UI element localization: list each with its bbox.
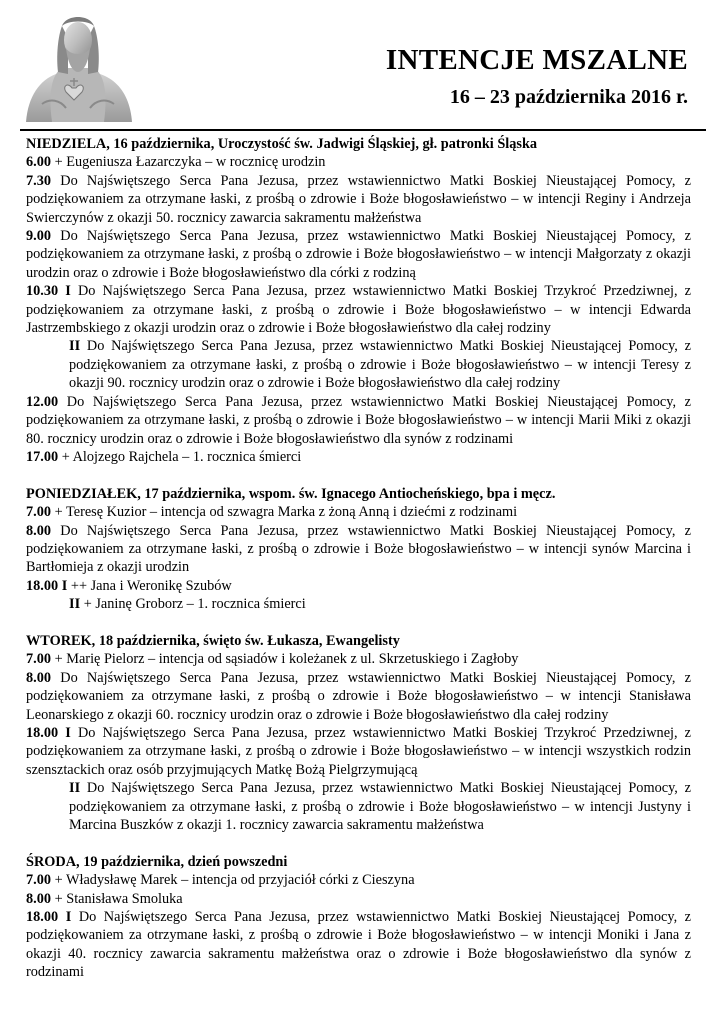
mass-intention: + Teresę Kuzior – intencja od szwagra Marka z żoną Anną i dziećmi z rodzinami — [54, 504, 518, 521]
mass-time: 8.00 — [26, 522, 52, 539]
mass-entry — [26, 577, 691, 595]
mass-entry — [26, 724, 691, 779]
mass-time: 7.00 — [26, 651, 52, 668]
sacred-heart-statue-icon — [22, 8, 134, 122]
header-divider — [20, 129, 706, 131]
mass-time: 10.30 — [26, 283, 59, 300]
intentions-list — [26, 135, 691, 1000]
mass-intention: ++ Jana i Weronikę Szubów — [70, 577, 232, 594]
mass-entry — [26, 227, 691, 282]
mass-time: 7.00 — [26, 504, 52, 521]
day-heading: WTOREK, 18 października, święto św. Łukasza, Ewangelisty — [26, 632, 400, 649]
date-range: 16 – 23 października 2016 r. — [449, 86, 688, 108]
day-sunday — [26, 135, 691, 466]
mass-entry — [26, 172, 691, 227]
mass-entry-second — [26, 779, 691, 834]
mass-sub-label: II — [69, 338, 81, 355]
mass-entry — [26, 871, 691, 889]
mass-intention: Do Najświętszego Serca Pana Jezusa, przez wstawiennictwo Matki Boskiej Nieustającej Pomocy, z podziękowaniem za otrzymane łaski, z prośbą o zdrowie i Boże błogosławieństwo – w intencji Teresy z okazji 90. rocznicy urodzin oraz o zdrowie i Boże błogosławieństwo dla całej rodziny — [69, 338, 691, 392]
page-header — [0, 0, 724, 130]
mass-intention: + Władysławę Marek – intencja od przyjaciół córki z Cieszyna — [54, 872, 415, 889]
day-wednesday — [26, 853, 691, 982]
mass-intention: Do Najświętszego Serca Pana Jezusa, przez wstawiennictwo Matki Boskiej Nieustającej Pomocy, z podziękowaniem za otrzymane łaski, z prośbą o zdrowie i Boże błogosławieństwo – w intencji Reginy i Andrzeja Swierczynów z okazji 50. rocznicy zawarcia sakramentu małżeństwa — [26, 172, 692, 226]
mass-sub-label: II — [69, 596, 81, 613]
mass-intention: Do Najświętszego Serca Pana Jezusa, przez wstawiennictwo Matki Boskiej Nieustającej Pomocy, z podziękowaniem za otrzymane łaski, z prośbą o zdrowie i Boże błogosławieństwo – w intencji Justyny i Marcina Buszków z okazji 1. rocznicy zawarcia sakramentu małżeństwa — [69, 780, 691, 833]
mass-entry — [26, 522, 691, 577]
mass-time: 12.00 — [26, 393, 59, 410]
day-heading: NIEDZIELA, 16 października, Uroczystość św. Jadwigi Śląskiej, gł. patronki Śląska — [26, 136, 538, 152]
day-heading: ŚRODA, 19 października, dzień powszedni — [26, 853, 288, 870]
day-tuesday — [26, 632, 691, 834]
mass-intention: Do Najświętszego Serca Pana Jezusa, przez wstawiennictwo Matki Boskiej Nieustającej Pomocy, z podziękowaniem za otrzymane łaski, z prośbą o zdrowie i Boże błogosławieństwo – w intencji Marii Miki z okazji 80. rocznicy urodzin oraz o zdrowie i Boże błogosławieństwo dla synów z rodzinami — [26, 393, 692, 447]
mass-intention: Do Najświętszego Serca Pana Jezusa, przez wstawiennictwo Matki Boskiej Nieustającej Pomocy, z podziękowaniem za otrzymane łaski, z prośbą o zdrowie i Boże błogosławieństwo – w intencji Stanisława Leonarskiego z okazji 60. rocznicy urodzin oraz o zdrowie i Boże błogosławieństwo dla całej rodziny — [26, 669, 692, 723]
mass-time: 18.00 — [26, 577, 59, 594]
day-monday — [26, 485, 691, 614]
mass-intention: Do Najświętszego Serca Pana Jezusa, przez wstawiennictwo Matki Boskiej Nieustającej Pomocy, z podziękowaniem za otrzymane łaski, z prośbą o zdrowie i Boże błogosławieństwo – w intencji synów Marcina i Bartłomieja z okazji urodzin — [26, 522, 692, 576]
mass-entry — [26, 669, 691, 724]
mass-time: 6.00 — [26, 154, 52, 171]
mass-entry — [26, 282, 691, 337]
mass-entry-second — [26, 337, 691, 392]
mass-time: 7.30 — [26, 172, 52, 189]
mass-entry-second — [26, 595, 691, 613]
mass-entry — [26, 393, 691, 448]
mass-entry — [26, 503, 691, 521]
mass-time: 8.00 — [26, 669, 52, 686]
day-heading: PONIEDZIAŁEK, 17 października, wspom. św. Ignacego Antiocheńskiego, bpa i męcz. — [26, 485, 556, 502]
mass-time: 17.00 — [26, 448, 59, 465]
mass-intention: + Marię Pielorz – intencja od sąsiadów i koleżanek z ul. Skrzetuskiego i Zagłoby — [54, 651, 519, 668]
mass-time: 8.00 — [26, 890, 52, 907]
mass-time: 18.00 — [26, 909, 59, 926]
mass-sub-label: I — [65, 909, 72, 926]
mass-entry — [26, 448, 691, 466]
mass-time: 9.00 — [26, 228, 52, 245]
mass-sub-label: I — [61, 577, 68, 594]
mass-entry — [26, 650, 691, 668]
mass-intention: + Eugeniusza Łazarczyka – w rocznicę urodzin — [54, 154, 326, 171]
mass-intention: Do Najświętszego Serca Pana Jezusa, przez wstawiennictwo Matki Boskiej Trzykroć Przedziwnej, z podziękowaniem za otrzymane łaski, z prośbą o zdrowie i Boże błogosławieństwo – w intencji Edwarda Jastrzembskiego z okazji urodzin oraz o zdrowie i Boże błogosławieństwo dla całej rodziny — [26, 283, 692, 337]
mass-sub-label: II — [69, 780, 81, 797]
mass-time: 18.00 — [26, 724, 59, 741]
mass-time: 7.00 — [26, 872, 52, 889]
mass-intention: Do Najświętszego Serca Pana Jezusa, przez wstawiennictwo Matki Boskiej Nieustającej Pomocy, z podziękowaniem za otrzymane łaski, z prośbą o zdrowie i Boże błogosławieństwo – w intencji Moniki i Jana z okazji 40. rocznicy zawarcia sakramentu małżeństwa oraz o zdrowie i Boże błogosławieństwo dla synów z rodzinami — [26, 909, 692, 981]
mass-intention: + Janinę Groborz – 1. rocznica śmierci — [83, 596, 306, 613]
page-title: INTENCJE MSZALNE — [385, 44, 688, 76]
mass-intention: + Stanisława Smoluka — [54, 890, 183, 907]
mass-sub-label: I — [65, 283, 71, 300]
mass-intention: + Alojzego Rajchela – 1. rocznica śmierci — [61, 448, 302, 465]
mass-entry — [26, 908, 691, 982]
mass-sub-label: I — [65, 724, 71, 741]
mass-intention: Do Najświętszego Serca Pana Jezusa, przez wstawiennictwo Matki Boskiej Trzykroć Przedziwnej, z podziękowaniem za otrzymane łaski, z prośbą o zdrowie i Boże błogosławieństwo – w intencji wszystkich rodzin szensztackich oraz osób przyjmujących Matkę Bożą Pielgrzymującą — [26, 724, 692, 778]
mass-entry — [26, 153, 691, 171]
mass-entry — [26, 890, 691, 908]
mass-intention: Do Najświętszego Serca Pana Jezusa, przez wstawiennictwo Matki Boskiej Nieustającej Pomocy, z podziękowaniem za otrzymane łaski, z prośbą o zdrowie i Boże błogosławieństwo – w intencji Małgorzaty z okazji urodzin oraz o zdrowie i Boże błogosławieństwo dla córki z rodziną — [26, 228, 692, 281]
